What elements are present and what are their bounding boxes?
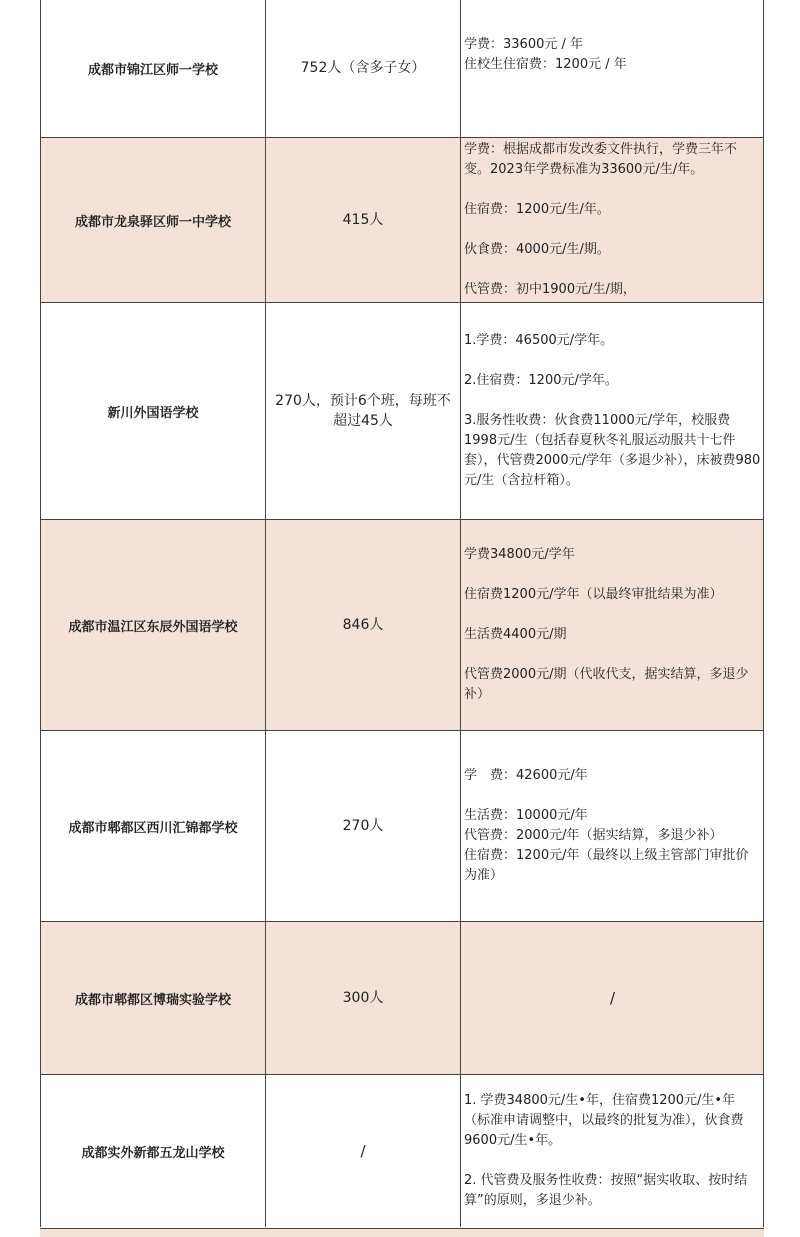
next-row-edge <box>40 1228 764 1237</box>
school-name: 成都市郫都区西川汇锦都学校 <box>40 731 265 921</box>
enrollment-count: 300人 <box>265 922 460 1074</box>
school-name: 成都实外新都五龙山学校 <box>40 1075 265 1227</box>
school-name: 成都市龙泉驿区师一中学校 <box>40 138 265 302</box>
table-row <box>40 137 764 302</box>
table-row <box>40 302 764 519</box>
school-name: 成都市温江区东辰外国语学校 <box>40 520 265 730</box>
table-row <box>40 519 764 730</box>
table-row <box>40 1074 764 1227</box>
table-row <box>40 0 764 137</box>
table-row <box>40 921 764 1074</box>
enrollment-count: 846人 <box>265 520 460 730</box>
fee-description: 学 费：42600元/年 生活费：10000元/年 代管费：2000元/年（据实结算，多退少补） 住宿费：1200元/年（最终以上级主管部门审批价为准） <box>460 731 764 921</box>
enrollment-count: 270人 <box>265 731 460 921</box>
school-name: 成都市锦江区师一学校 <box>40 0 265 137</box>
enrollment-count: 415人 <box>265 138 460 302</box>
fee-description: 学费：根据成都市发改委文件执行，学费三年不变。2023年学费标准为33600元/生/年。 住宿费：1200元/生/年。 伙食费：4000元/生/期。 代管费：初中1900元/生/期， <box>460 138 764 302</box>
enrollment-count: 752人（含多子女） <box>265 0 460 137</box>
enrollment-count: / <box>265 1075 460 1227</box>
fee-description: 学费34800元/学年 住宿费1200元/学年（以最终审批结果为准） 生活费4400元/期 代管费2000元/期（代收代支，据实结算，多退少补） <box>460 520 764 730</box>
fee-description: 1.学费：46500元/学年。 2.住宿费：1200元/学年。 3.服务性收费：伙食费11000元/学年，校服费1998元/生（包括春夏秋冬礼服运动服共十七件套），代管费2000元/学年（多退少补），床被费980元/生（含拉杆箱）。 <box>460 303 764 519</box>
fee-description: / <box>460 922 764 1074</box>
fee-description: 1. 学费34800元/生•年，住宿费1200元/生•年（标准申请调整中，以最终的批复为准），伙食费9600元/生•年。 2. 代管费及服务性收费：按照“据实收取、按时结算”的原则，多退少补。 <box>460 1075 764 1227</box>
school-name: 成都市郫都区博瑞实验学校 <box>40 922 265 1074</box>
fee-table <box>40 0 764 1227</box>
fee-description: 学费：33600元 / 年 住校生住宿费：1200元 / 年 <box>460 0 764 137</box>
enrollment-count: 270人，预计6个班，每班不超过45人 <box>265 303 460 519</box>
school-name: 新川外国语学校 <box>40 303 265 519</box>
table-row <box>40 730 764 921</box>
